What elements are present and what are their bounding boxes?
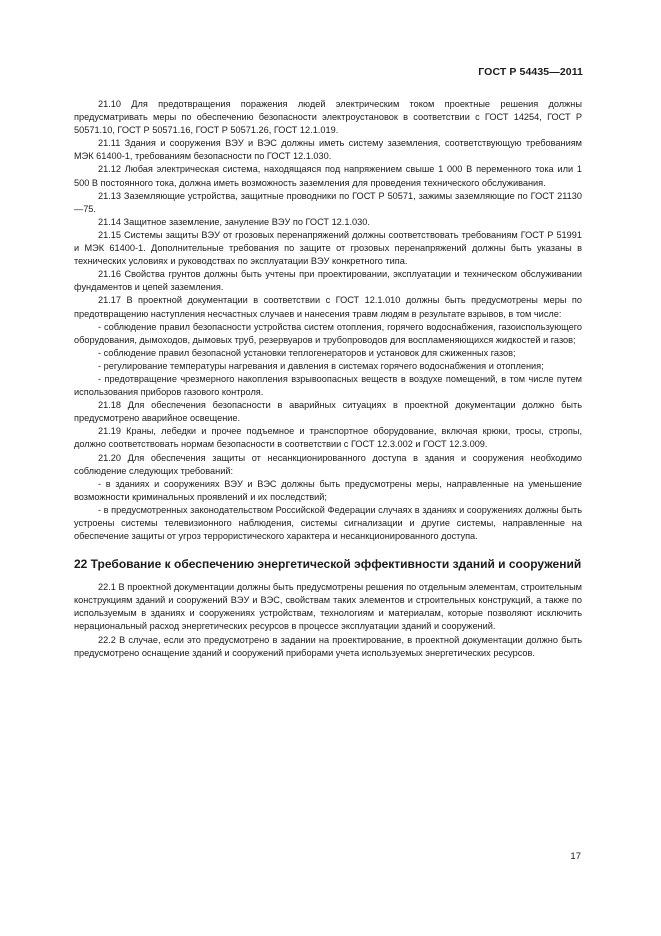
list-item: - в зданиях и сооружениях ВЭУ и ВЭС должны быть предусмотрены меры, направленные на уменьшение возможности криминальных проявлений и их последствий; (74, 478, 582, 502)
list-item: - соблюдение правил безопасности устройства систем отопления, горячего водоснабжения, газоиспользующего оборудования, дымоходов, дымовых труб, резервуаров и трубопроводов для воспламеняющихся жидкостей и газов; (74, 321, 582, 345)
section-22-heading: 22 Требование к обеспечению энергетической эффективности зданий и сооружений (74, 557, 582, 572)
list-item: - соблюдение правил безопасной установки теплогенераторов и установок для сжиженных газов; (98, 347, 516, 358)
clause-21-15: 21.15 Системы защиты ВЭУ от грозовых перенапряжений должны соответствовать требованиям ГОСТ Р 51991 и МЭК 61400-1. Дополнительные требования по защите от грозовых перенапряжений должны быть указаны в технических условиях и руководствах по эксплуатации ВЭУ конкретного типа. (74, 229, 582, 267)
clause-21-18: 21.18 Для обеспечения безопасности в аварийных ситуациях в проектной документации должно быть предусмотрено аварийное освещение. (74, 400, 582, 424)
clause-21-12: 21.12 Любая электрическая система, находящаяся под напряжением свыше 1 000 В переменного тока или 1 500 В постоянного тока, должна иметь возможность заземления для проведения технического обслуживания. (74, 164, 582, 188)
clause-21-16: 21.16 Свойства грунтов должны быть учтены при проектировании, эксплуатации и техническом обслуживании фундаментов и цепей заземления. (74, 269, 582, 293)
clause-21-11: 21.11 Здания и сооружения ВЭУ и ВЭС должны иметь систему заземления, соответствующую требованиям МЭК 61400-1, требованиям безопасности по ГОСТ 12.1.030. (74, 138, 582, 162)
clause-21-17: 21.17 В проектной документации в соответствии с ГОСТ 12.1.010 должны быть предусмотрены меры по предотвращению наступления несчастных случаев и нанесения травм людям в результате взрывов, в том числе: (74, 295, 582, 319)
list-item: - в предусмотренных законодательством Российской Федерации случаях в зданиях и сооружениях должны быть устроены системы телевизионного наблюдения, системы сигнализации и другие системы, направленные на обеспечение защиты от угроз террористического характера и несанкционированного доступа. (74, 504, 582, 542)
clause-21-19: 21.19 Краны, лебедки и прочее подъемное и транспортное оборудование, включая крюки, тросы, стропы, должно соответствовать нормам безопасности в соответствии с ГОСТ 12.3.002 и ГОСТ 12.3.009. (74, 426, 582, 450)
list-item: - регулирование температуры нагревания и давления в системах горячего водоснабжения и отопления; (98, 360, 544, 371)
clause-21-14: 21.14 Защитное заземление, зануление ВЭУ по ГОСТ 12.1.030. (98, 216, 370, 227)
document-body (74, 98, 582, 660)
clause-21-20: 21.20 Для обеспечения защиты от несанкционированного доступа в здания и сооружения необходимо соблюдение следующих требований: (74, 452, 582, 476)
page-number: 17 (570, 851, 581, 862)
document-header: ГОСТ Р 54435—2011 (478, 66, 583, 78)
clause-22-1: 22.1 В проектной документации должны быть предусмотрены решения по отдельным элементам, строительным конструкциям зданий и сооружений ВЭУ и ВЭС, свойствам таких элементов и строительных конструкций, а также по используемым в зданиях и сооружениях устройствам, технологиям и материалам, которые позволяют исключить нерациональный расход энергетических ресурсов в процессе эксплуатации зданий и сооружений. (74, 582, 582, 632)
clause-21-13: 21.13 Заземляющие устройства, защитные проводники по ГОСТ Р 50571, зажимы заземляющие по ГОСТ 21130—75. (74, 190, 582, 214)
clause-21-10: 21.10 Для предотвращения поражения людей электрическим током проектные решения должны предусматривать меры по обеспечению безопасности электроустановок в соответствии с ГОСТ 14254, ГОСТ Р 50571.10, ГОСТ Р 50571.16, ГОСТ Р 50571.26, ГОСТ 12.1.019. (74, 99, 582, 136)
clause-22-2: 22.2 В случае, если это предусмотрено в задании на проектирование, в проектной документации должно быть предусмотрено оснащение зданий и сооружений приборами учета используемых энергетических ресурсов. (74, 634, 582, 658)
list-item: - предотвращение чрезмерного накопления взрывоопасных веществ в воздухе помещений, в том числе путем использования приборов газового контроля. (74, 373, 582, 398)
